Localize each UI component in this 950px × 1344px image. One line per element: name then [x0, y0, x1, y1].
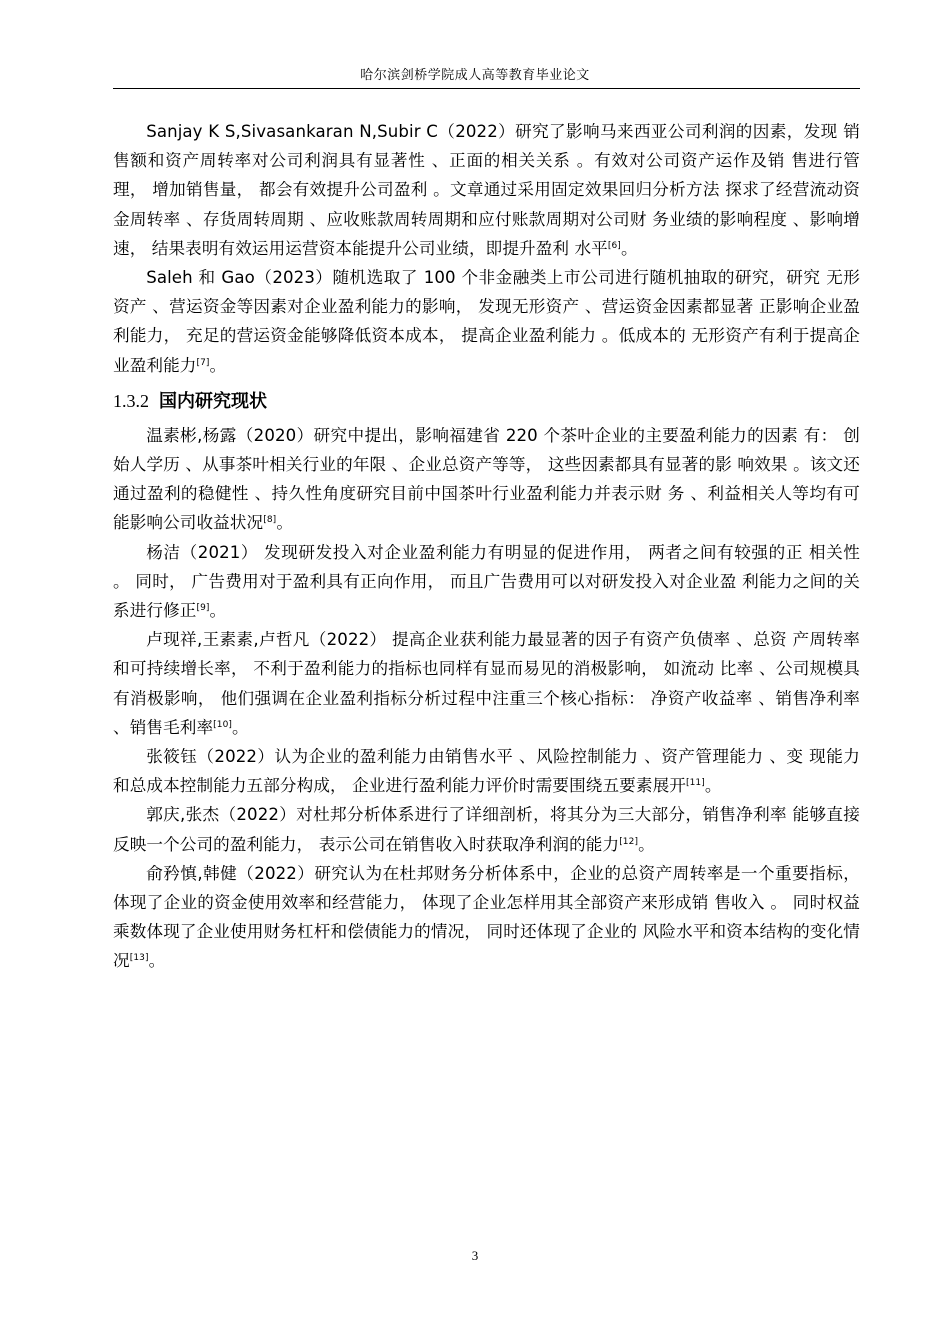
- paragraph-lu: [113, 625, 860, 742]
- citation-ref: [8]: [263, 515, 277, 526]
- paragraph-saleh: [113, 263, 860, 380]
- paragraph-text: Saleh 和 Gao（2023）随机选取了 100 个非金融类上市公司进行随机抽取的研究，研究 无形资产 、营运资金等因素对企业盈利能力的影响， 发现无形资产 、营运资金因素都显著 正影响企业盈利能力， 充足的营运资金能够降低资本成本， 提高企业盈利能力 。低成本的 无形资产有利于提高企业盈利能力: [113, 268, 860, 375]
- paragraph-text: 张筱钰（2022）认为企业的盈利能力由销售水平 、风险控制能力 、资产管理能力 、变 现能力和总成本控制能力五部分构成， 企业进行盈利能力评价时需要围绕五要素展开: [113, 747, 860, 796]
- section-heading: [113, 386, 860, 417]
- page-number: 3: [471, 1248, 479, 1263]
- paragraph-tail: 。: [638, 834, 655, 854]
- section-number: 1.3.2: [113, 390, 149, 411]
- citation-ref: [13]: [129, 953, 149, 964]
- document-body: [113, 117, 860, 976]
- header-rule: [113, 88, 860, 89]
- paragraph-tail: 。: [209, 355, 227, 375]
- paragraph-text: Sanjay K S,Sivasankaran N,Subir C（2022）研究了影响马来西亚公司利润的因素，发现 销售额和资产周转率对公司利润具有显著性 、正面的相关关系 。有效对公司资产运作及销 售进行管理， 增加销售量， 都会有效提升公司盈利 。文章通过采用固定效果回归分析方法 探求了经营流动资金周转率 、存货周转周期 、应收账款周转周期和应付账款周期对公司财 务业绩的影响程度 、影响增速， 结果表明有效运用运营资本能提升公司业绩，即提升盈利 水平: [113, 122, 860, 258]
- paragraph-yang: [113, 538, 860, 626]
- citation-ref: [9]: [196, 603, 210, 614]
- paragraph-text: 杨洁（2021） 发现研发投入对企业盈利能力有明显的促进作用， 两者之间有较强的正 相关性 。 同时， 广告费用对于盈利具有正向作用， 而且广告费用可以对研发投入对企业盈 利能力之间的关系进行修正: [113, 542, 860, 621]
- citation-ref: [12]: [619, 836, 639, 847]
- paragraph-zhang: [113, 742, 860, 800]
- paragraph-tail: 。: [209, 601, 227, 621]
- citation-ref: [10]: [213, 719, 233, 730]
- section-title: 国内研究现状: [159, 390, 267, 412]
- paragraph-text: 俞矜慎,韩健（2022）研究认为在杜邦财务分析体系中，企业的总资产周转率是一个重要指标， 体现了企业的资金使用效率和经营能力， 体现了企业怎样用其全部资产来形成销 售收入 。 同时权益乘数体现了企业使用财务杠杆和偿债能力的情况， 同时还体现了企业的 风险水平和资本结构的变化情况: [113, 863, 860, 971]
- citation-ref: [7]: [196, 357, 210, 368]
- paragraph-sanjay: [113, 117, 860, 263]
- paragraph-wen: [113, 421, 860, 538]
- paragraph-tail: 。: [620, 238, 638, 258]
- citation-ref: [6]: [607, 240, 621, 251]
- paragraph-text: 温素彬,杨露（2020）研究中提出，影响福建省 220 个茶叶企业的主要盈利能力的因素 有： 创始人学历 、从事茶叶相关行业的年限 、企业总资产等等， 这些因素都具有显著的影 响效果 。该文还通过盈利的稳健性 、持久性角度研究目前中国茶叶行业盈利能力并表示财 务 、利益相关人等均有可能影响公司收益状况: [113, 425, 860, 533]
- page-header: 哈尔滨剑桥学院成人高等教育毕业论文: [360, 68, 590, 83]
- paragraph-text: 卢现祥,王素素,卢哲凡（2022） 提高企业获利能力最显著的因子有资产负债率 、总资 产周转率和可持续增长率， 不利于盈利能力的指标也同样有显而易见的消极影响， 如流动 比率 、公司规模具有消极影响， 他们强调在企业盈利指标分析过程中注重三个核心指标： 净资产收益率 、销售净利率 、销售毛利率: [113, 630, 860, 737]
- paragraph-text: 郭庆,张杰（2022）对杜邦分析体系进行了详细剖析，将其分为三大部分，销售净利率 能够直接反映一个公司的盈利能力， 表示公司在销售收入时获取净利润的能力: [113, 805, 860, 854]
- paragraph-tail: 。: [148, 951, 166, 971]
- paragraph-yu: [113, 859, 860, 976]
- citation-ref: [11]: [685, 778, 705, 789]
- paragraph-tail: 。: [276, 513, 294, 533]
- paragraph-tail: 。: [232, 717, 249, 737]
- paragraph-tail: 。: [704, 776, 722, 796]
- paragraph-guo: [113, 800, 860, 858]
